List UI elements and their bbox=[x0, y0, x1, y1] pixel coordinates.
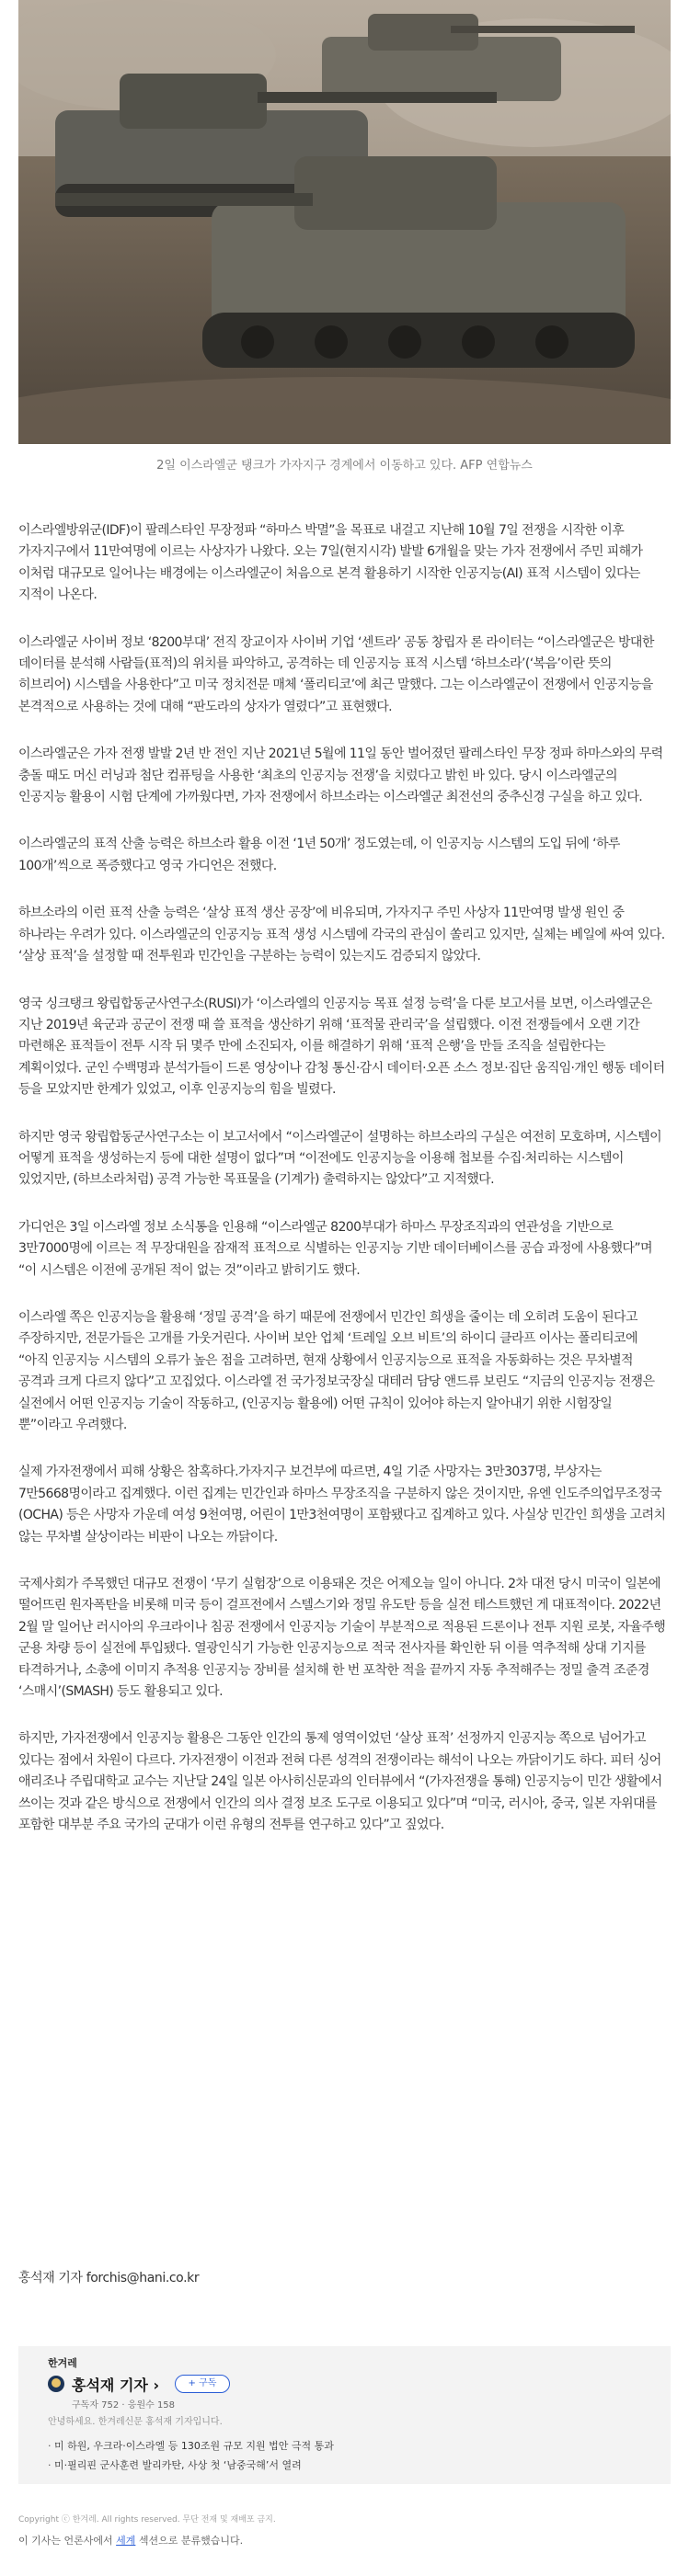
article-paragraph: 이스라엘방위군(IDF)이 팔레스타인 무장정파 “하마스 박멸”을 목표로 내걸고 지난해 10월 7일 전쟁을 시작한 이후 가자지구에서 11만여명에 이르는 사상자가 나왔다. 오는 7일(현지시각) 발발 6개월을 맞는 가자 전쟁에서 주민 피해가 이처럼 대규모로 일어나는 배경에는 이스라엘군이 처음으로 본격 활용하기 시작한 인공지능(AI) 표적 시스템이 있다는 지적이 나온다. bbox=[18, 523, 643, 603]
article-paragraph: 이스라엘군 사이버 정보 ‘8200부대’ 전직 장교이자 사이버 기업 ‘센트라’ 공동 창립자 론 라이터는 “이스라엘군은 방대한 데이터를 분석해 사람들(표적)의 위치를 파악하고, 공격하는 데 인공지능 표적 시스템 ‘하브소라’(‘복음’이란 뜻의 히브리어) 시스템을 사용한다”고 미국 정치전문 매체 ‘폴리티코’에 최근 말했다. 그는 이스라엘군이 전쟁에서 인공지능을 본격적으로 사용하는 것에 대해 “판도라의 상자가 열렸다”고 표현했다. bbox=[18, 634, 654, 714]
author-greeting: 안녕하세요. 한겨레신문 홍석재 기자입니다. bbox=[48, 2417, 223, 2427]
article-paragraph: 이스라엘 쪽은 인공지능을 활용해 ‘정밀 공격’을 하기 때문에 전쟁에서 민간인 희생을 줄이는 데 오히려 도움이 된다고 주장하지만, 전문가들은 고개를 가웃거린다. 사이버 보안 업체 ‘트레일 오브 비트’의 하이디 클라프 이사는 폴리티코에 “아직 인공지능 시스템의 오류가 높은 점을 고려하면, 현재 상황에서 인공지능으로 표적을 자동화하는 것은 무차별적 공격과 크게 다르지 않다”고 꼬집었다. 이스라엘 전 국가정보국장실 대테러 담당 앤드류 보린도 “지금의 인공지능 전쟁은 실전에서 어떤 인공지능 기술이 작동하고, (인공지능 활용에) 어떤 규칙이 있어야 하는지 알아내기 위한 시험장일 뿐”이라고 우려했다. bbox=[18, 1309, 655, 1432]
author-name-link[interactable] bbox=[72, 2374, 159, 2395]
article-paragraph: 이스라엘군은 가자 전쟁 발발 2년 반 전인 지난 2021년 5월에 11일 동안 벌어졌던 팔레스타인 무장 정파 하마스와의 무력 충돌 때도 머신 러닝과 첨단 컴퓨팅을 사용한 ‘최초의 인공지능 전쟁’을 치렀다고 밝힌 바 있다. 당시 이스라엘군의 인공지능 활용이 시험 단계에 가까웠다면, 가자 전쟁에서 하브소라는 이스라엘군 최전선의 중추신경 구실을 하고 있다. bbox=[18, 747, 663, 805]
author-article-link[interactable]: · 미·필리핀 군사훈련 발리카탄, 사상 첫 ‘남중국해’서 열려 bbox=[48, 2456, 334, 2475]
article-body bbox=[18, 520, 667, 1863]
article-byline: 홍석재 기자 forchis@hani.co.kr bbox=[18, 2271, 200, 2285]
article-paragraph: 하지만 영국 왕립합동군사연구소는 이 보고서에서 “이스라엘군이 설명하는 하브소라의 구실은 여전히 모호하며, 시스템이 어떻게 표적을 생성하는지 등에 대한 설명이 없다”며 “이전에도 인공지능을 이용해 첩보를 수집·처리하는 시스템이 있었지만, (하브소라처럼) 공격 가능한 목표물을 (기계가) 출력하지는 않았다”고 지적했다. bbox=[18, 1129, 662, 1188]
copyright-notice: Copyright ⓒ 한겨레. All rights reserved. 무단 전재 및 재배포 금지. bbox=[18, 2515, 276, 2525]
article-paragraph: 이스라엘군의 표적 산출 능력은 하브소라 활용 이전 ‘1년 50개’ 정도였는데, 이 인공지능 시스템의 도입 뒤에 ‘하루 100개’씩으로 폭증했다고 영국 가디언은 전했다. bbox=[18, 837, 620, 873]
category-suffix: 섹션으로 분류했습니다. bbox=[135, 2535, 244, 2547]
article-paragraph: 국제사회가 주목했던 대규모 전쟁이 ‘무기 실험장’으로 이용돼온 것은 어제오늘 일이 아니다. 2차 대전 당시 미국이 일본에 떨어뜨린 원자폭탄을 비롯해 미국 등이 걸프전에서 스텔스기와 정밀 유도탄 등을 실전 테스트했던 게 대표적이다. 2022년 2월 말 일어난 러시아의 우크라이나 침공 전쟁에서 인공지능 기술이 부분적으로 적용된 드론이나 전투 지원 로봇, 자율주행 군용 차량 등이 실전에 투입됐다. 열광인식기 가능한 인공지능으로 적국 전사자를 확인한 뒤 이를 역추적해 상대 기지를 타격하거나, 소총에 이미지 추적용 인공지능 장비를 설치해 한 번 포착한 적을 끝까지 자동 추적해주는 정밀 출격 조준경 ‘스매시’(SMASH) 등도 활용되고 있다. bbox=[18, 1577, 666, 1700]
author-article-link[interactable]: · 미 하원, 우크라·이스라엘 등 130조원 규모 지원 법안 극적 통과 bbox=[48, 2436, 334, 2456]
follow-button[interactable]: + 구독 bbox=[175, 2375, 230, 2393]
author-stats: 구독자 752 · 응원수 158 bbox=[72, 2400, 176, 2411]
category-link[interactable]: 세계 bbox=[116, 2535, 136, 2547]
photo-caption: 2일 이스라엘군 탱크가 가자지구 경계에서 이동하고 있다. AFP 연합뉴스 bbox=[156, 459, 533, 473]
category-notice bbox=[18, 2533, 243, 2548]
chevron-right-icon: › bbox=[153, 2377, 160, 2394]
article-paragraph: 실제 가자전쟁에서 피해 상황은 참혹하다.가자지구 보건부에 따르면, 4일 기준 사망자는 3만3037명, 부상자는 7만5668명이라고 집계했다. 이런 집계는 민간인과 하마스 무장조직을 구분하지 않은 것이지만, 유엔 인도주의업무조정국(OCHA) 등은 사망자 가운데 여성 9천여명, 어린이 1만3천여명이 포함됐다고 집계하고 있다. 사실상 민간인 희생을 고려치 않는 무차별 살상이라는 비판이 나오는 까닭이다. bbox=[18, 1465, 666, 1544]
category-prefix: 이 기사는 언론사에서 bbox=[18, 2535, 117, 2547]
tank-photo-illustration bbox=[18, 0, 671, 444]
author-name: 홍석재 기자 bbox=[72, 2377, 148, 2394]
author-article-list bbox=[48, 2436, 334, 2475]
author-card bbox=[18, 2346, 671, 2484]
article-paragraph: 하지만, 가자전쟁에서 인공지능 활용은 그동안 인간의 통제 영역이었던 ‘살상 표적’ 선정까지 인공지능 쪽으로 넘어가고 있다는 점에서 차원이 다르다. 가자전쟁이 이전과 전혀 다른 성격의 전쟁이라는 해석이 나오는 까닭이기도 하다. 피터 싱어 애리조나 주립대학교 교수는 지난달 24일 일본 아사히신문과의 인터뷰에서 “(가자전쟁을 통해) 인공지능이 민간 생활에서 쓰이는 것과 같은 방식으로 전쟁에서 인간의 의사 결정 보조 도구로 이용되고 있다”며 “미국, 러시아, 중국, 일본 자위대를 포함한 대부분 주요 국가의 군대가 이런 유형의 전투를 연구하고 있다”고 짚었다. bbox=[18, 1731, 662, 1833]
article-paragraph: 하브소라의 이런 표적 산출 능력은 ‘살상 표적 생산 공장’에 비유되며, 가자지구 주민 사상자 11만여명 발생 원인 중 하나라는 우려가 있다. 이스라엘군의 인공지능 표적 생성 시스템에 각국의 관심이 쏠리고 있지만, 실체는 베일에 싸여 있다. ‘살상 표적’을 설정할 때 전투원과 민간인을 구분하는 능력이 있는지도 검증되지 않았다. bbox=[18, 906, 665, 964]
article-paragraph: 영국 싱크탱크 왕립합동군사연구소(RUSI)가 ‘이스라엘의 인공지능 목표 설정 능력’을 다룬 보고서를 보면, 이스라엘군은 지난 2019년 육군과 공군이 전쟁 때 쓸 표적을 생산하기 위해 ‘표적물 관리국’을 설립했다. 이전 전쟁들에서 오랜 기간 마련해온 표적들이 전투 시작 뒤 몇주 만에 소진되자, 이를 해결하기 위해 ‘표적 은행’을 만들 조직을 설립한다는 계획이었다. 군인 수백명과 분석가들이 드론 영상이나 감청 통신·감시 데이터·오픈 소스 정보·집단 움직임·개인 행동 데이터 등을 모았지만 한계가 있었고, 이후 인공지능의 힘을 빌렸다. bbox=[18, 996, 665, 1098]
press-brand[interactable]: 한겨레 bbox=[48, 2357, 77, 2369]
article-photo bbox=[18, 0, 671, 444]
author-avatar[interactable] bbox=[48, 2376, 64, 2392]
article-paragraph: 가디언은 3일 이스라엘 정보 소식통을 인용해 “이스라엘군 8200부대가 하마스 무장조직과의 연관성을 기반으로 3만7000명에 이르는 적 무장대원을 잠재적 표적으로 식별하는 인공지능 기반 데이터베이스를 공습 과정에 사용했다”며 “이 시스템은 이전에 공개된 적이 없는 것”이라고 밝히기도 했다. bbox=[18, 1219, 652, 1278]
